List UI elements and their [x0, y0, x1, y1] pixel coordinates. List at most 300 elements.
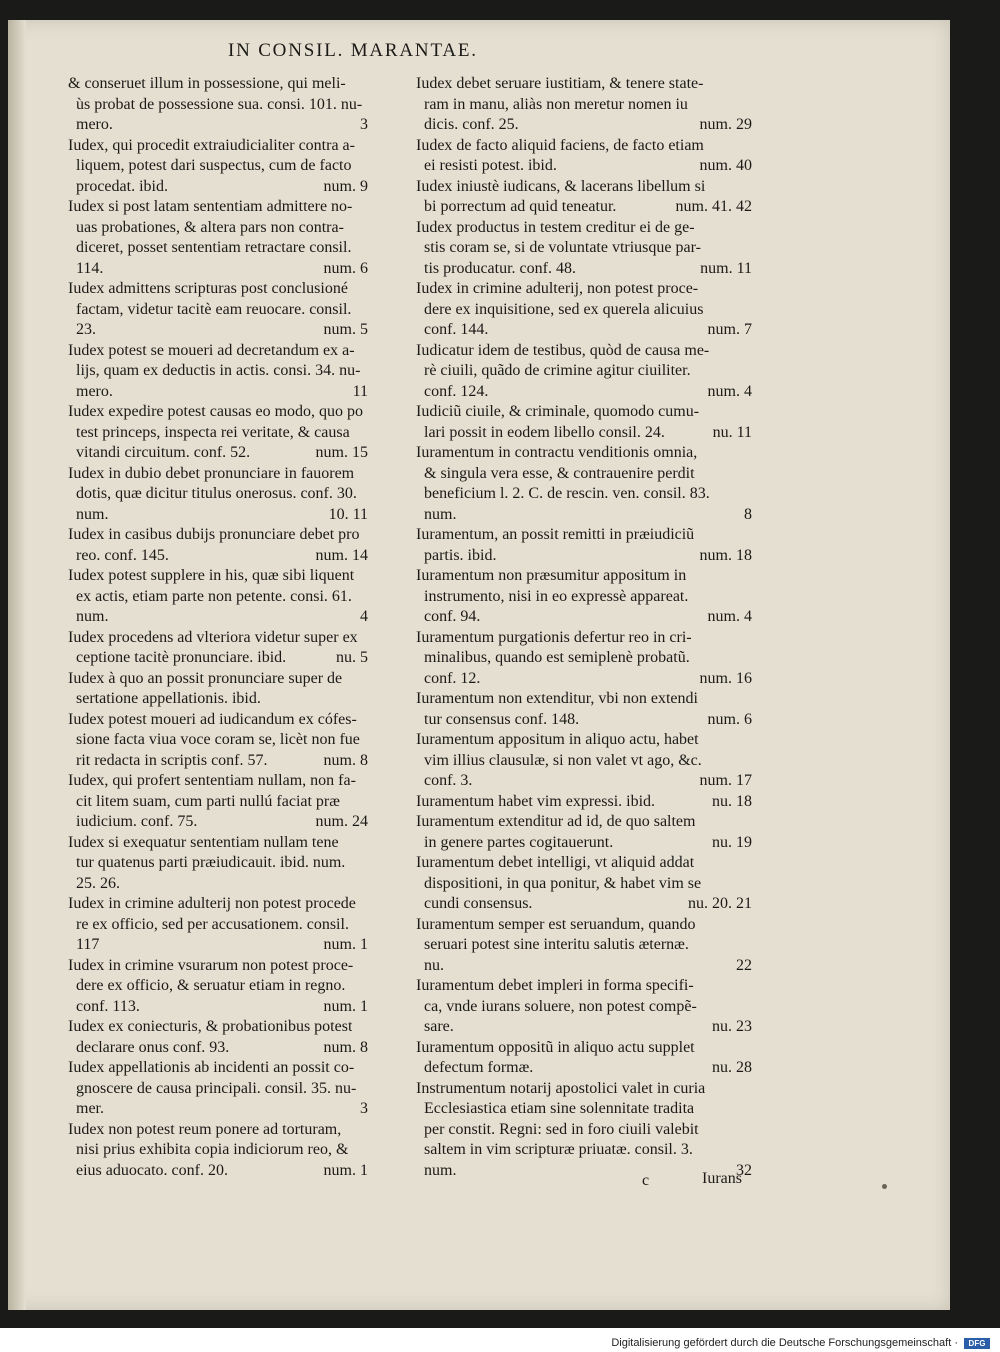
entry-text: procedat. ibid. [76, 177, 168, 195]
entry-reference [748, 915, 752, 936]
entry-text: Iudex si exequatur sententiam nullam tene [68, 833, 339, 851]
index-entry [68, 1017, 368, 1058]
entry-reference: num. 4 [707, 608, 752, 625]
index-entry [68, 710, 368, 772]
entry-text: conf. 113. [76, 997, 140, 1015]
entry-reference [748, 402, 752, 423]
entry-line [68, 402, 368, 423]
entry-reference [364, 402, 368, 423]
entry-reference [748, 361, 752, 382]
catchword: Iurans [702, 1170, 742, 1187]
entry-reference [748, 464, 752, 485]
entry-reference [364, 956, 368, 977]
entry-text: bi porrectum ad quid teneatur. [424, 198, 617, 215]
entry-line [416, 238, 752, 259]
entry-text: Iuramentum debet intelligi, vt aliquid addat [416, 854, 695, 871]
entry-text: conf. 12. [424, 669, 481, 687]
entry-text: Iudex admittens scripturas post conclusioné [68, 280, 348, 297]
entry-line [68, 1017, 368, 1038]
index-entry [416, 730, 752, 792]
entry-line [416, 648, 752, 669]
entry-line [68, 382, 368, 403]
entry-text: stis coram se, si de voluntate vtriusque par- [424, 239, 701, 256]
entry-line [416, 361, 752, 382]
index-entry [68, 566, 368, 628]
entry-line [416, 976, 752, 997]
entry-line [416, 669, 752, 690]
entry-reference: num. 9 [323, 177, 368, 195]
entry-line [68, 710, 368, 731]
index-entry [416, 1079, 752, 1182]
entry-reference: num. 41. 42 [675, 198, 752, 215]
entry-text: beneficium l. 2. C. de rescin. ven. consil. 83. [424, 485, 710, 502]
entry-text: ùs probat de possessione sua. consi. 101. nu- [76, 95, 363, 113]
index-entry [68, 669, 368, 710]
entry-text: minalibus, quando est semiplenè probatũ. [424, 649, 690, 666]
entry-text: Iudiciũ ciuile, & criminale, quomodo cumu- [416, 403, 700, 420]
entry-line [68, 238, 368, 259]
entry-line [68, 628, 368, 649]
entry-text: Iudex expedire potest causas eo modo, quo po [68, 403, 364, 420]
index-entry [416, 1038, 752, 1079]
entry-text: in genere partes cogitauerunt. [424, 833, 614, 851]
index-entry [416, 915, 752, 977]
entry-text: & singula vera esse, & contrauenire perdit [424, 464, 695, 482]
entry-text: liquem, potest dari suspectus, cum de facto [76, 157, 352, 174]
entry-text: nu. [424, 956, 444, 974]
entry-line [68, 607, 368, 628]
entry-text: Iuramentum oppositũ in aliquo actu supplet [416, 1038, 695, 1056]
entry-line [68, 279, 368, 300]
index-entry [416, 976, 752, 1038]
entry-text: sare. [424, 1018, 454, 1035]
entry-line [68, 361, 368, 382]
entry-line [68, 1079, 368, 1100]
entry-reference [748, 1099, 752, 1120]
entry-line [68, 423, 368, 444]
entry-reference [364, 218, 368, 239]
entry-text: test princeps, inspecta rei veritate, & causa [76, 423, 350, 441]
entry-reference [364, 361, 368, 382]
entry-line [68, 136, 368, 157]
entry-reference [364, 976, 368, 997]
entry-reference: num. 11 [700, 259, 752, 277]
entry-reference [748, 341, 752, 362]
index-entry [68, 402, 368, 464]
entry-line [68, 74, 368, 95]
entry-text: rè ciuili, quãdo de crimine agitur ciuiliter. [424, 362, 691, 379]
entry-line [68, 156, 368, 177]
entry-reference [364, 238, 368, 259]
entry-reference [748, 587, 752, 608]
page-gutter-shadow [8, 20, 26, 1310]
index-entry [68, 525, 368, 566]
entry-line [416, 505, 752, 526]
entry-reference [364, 1058, 368, 1079]
index-column-left [68, 74, 368, 1181]
entry-text: Iudex, qui procedit extraiudicialiter contra a- [68, 136, 355, 154]
entry-line [68, 484, 368, 505]
entry-text: gnoscere de causa principali. consil. 35. nu- [76, 1079, 357, 1097]
entry-line [416, 607, 752, 628]
entry-line [416, 751, 752, 772]
entry-text: Iudex appellationis ab incidenti an possit co- [68, 1059, 355, 1076]
entry-text: Iudex procedens ad vlteriora videtur super ex [68, 628, 358, 646]
entry-reference: num. 29 [699, 116, 752, 133]
entry-line [68, 1099, 368, 1120]
entry-reference: num. 4 [707, 382, 752, 400]
entry-reference [748, 1140, 752, 1161]
index-entry [416, 136, 752, 177]
entry-reference: nu. 11 [712, 423, 752, 441]
entry-line [416, 279, 752, 300]
entry-line [416, 464, 752, 485]
index-entry [416, 279, 752, 341]
entry-reference [364, 95, 368, 116]
entry-line [416, 1140, 752, 1161]
index-entry [416, 628, 752, 690]
entry-reference [748, 300, 752, 321]
entry-text: num. [424, 1161, 457, 1179]
entry-line [68, 177, 368, 198]
entry-reference [748, 976, 752, 997]
entry-line [416, 1017, 752, 1038]
entry-reference [748, 566, 752, 587]
index-entry [416, 402, 752, 443]
entry-text: 117 [76, 936, 100, 953]
entry-text: Iudex potest se moueri ad decretandum ex a- [68, 341, 355, 359]
entry-text: uas probationes, & altera pars non contra- [76, 218, 344, 236]
entry-line [416, 115, 752, 136]
entry-line [416, 935, 752, 956]
entry-line [68, 915, 368, 936]
entry-line [416, 95, 752, 116]
entry-reference: num. 24 [315, 813, 368, 830]
entry-line [68, 976, 368, 997]
entry-line [68, 956, 368, 977]
entry-reference: nu. 20. 21 [688, 895, 752, 912]
entry-reference [364, 484, 368, 505]
entry-text: conf. 94. [424, 608, 481, 625]
entry-text: vitandi circuitum. conf. 52. [76, 444, 251, 461]
entry-line [68, 997, 368, 1018]
entry-reference [364, 1120, 368, 1141]
entry-text: Iuramentum non extenditur, vbi non extendi [416, 690, 698, 707]
entry-text: Iudex in dubio debet pronunciare in fauorem [68, 464, 355, 482]
digitization-footer [0, 1336, 990, 1350]
entry-line [68, 505, 368, 526]
entry-reference [748, 1038, 752, 1059]
entry-text: tis producatur. conf. 48. [424, 259, 576, 277]
entry-text: declarare onus conf. 93. [76, 1038, 230, 1056]
entry-reference: num. 6 [323, 259, 368, 277]
entry-text: Iudex de facto aliquid faciens, de facto etiam [416, 136, 704, 154]
entry-line [416, 341, 752, 362]
index-entry [68, 197, 368, 279]
index-entry [416, 74, 752, 136]
entry-text: dere ex inquisitione, sed ex querela alicuius [424, 300, 704, 318]
entry-text: num. [76, 505, 109, 523]
index-column-right [416, 74, 752, 1181]
entry-line [68, 812, 368, 833]
entry-line [68, 894, 368, 915]
entry-line [416, 771, 752, 792]
entry-line [416, 382, 752, 403]
entry-text: conf. 124. [424, 382, 489, 400]
entry-reference [364, 197, 368, 218]
entry-line [416, 1038, 752, 1059]
entry-reference [364, 156, 368, 177]
entry-reference [748, 853, 752, 874]
entry-line [416, 628, 752, 649]
entry-text: reo. conf. 145. [76, 546, 169, 564]
entry-reference [364, 894, 368, 915]
index-entry [68, 628, 368, 669]
entry-text: ex actis, etiam parte non petente. consi. 61. [76, 587, 352, 605]
entry-line [416, 423, 752, 444]
index-entry [416, 812, 752, 853]
entry-reference: nu. 28 [712, 1059, 752, 1076]
entry-text: vim illius clausulæ, si non valet vt ago, &c. [424, 751, 702, 769]
index-entry [416, 525, 752, 566]
entry-reference: nu. 5 [336, 649, 368, 666]
entry-reference [364, 874, 368, 895]
entry-text: 25. 26. [76, 874, 120, 892]
entry-line [68, 259, 368, 280]
entry-line [416, 443, 752, 464]
entry-text: seruari potest sine interitu salutis æternæ. [424, 936, 689, 953]
entry-reference [364, 423, 368, 444]
entry-text: Iuramentum purgationis defertur reo in cri- [416, 628, 692, 646]
entry-text: Iuramentum semper est seruandum, quando [416, 915, 696, 933]
entry-text: conf. 3. [424, 772, 473, 789]
entry-text: dispositioni, in qua ponitur, & habet vim se [424, 874, 702, 892]
entry-text: Iuramentum, an possit remitti in præiudiciũ [416, 526, 695, 543]
entry-line [68, 689, 368, 710]
entry-text: 114. [76, 259, 104, 277]
entry-reference [364, 1079, 368, 1100]
index-entry [68, 279, 368, 341]
entry-line [416, 874, 752, 895]
index-entry [68, 1058, 368, 1120]
entry-line [68, 874, 368, 895]
index-entry [416, 792, 752, 813]
entry-line [68, 525, 368, 546]
entry-text: saltem in vim scripturæ priuatæ. consil. 3. [424, 1141, 693, 1158]
entry-line [68, 320, 368, 341]
index-entry [416, 566, 752, 628]
entry-reference: 4 [360, 608, 368, 625]
entry-reference [748, 238, 752, 259]
entry-reference [748, 443, 752, 464]
entry-line [416, 566, 752, 587]
entry-reference: num. 1 [323, 1161, 368, 1179]
entry-text: dicis. conf. 25. [424, 116, 519, 133]
entry-text: mero. [76, 116, 113, 133]
entry-reference: 10. 11 [328, 505, 368, 523]
entry-text: per constit. Regni: sed in foro ciuili valebit [424, 1120, 699, 1138]
entry-text: lijs, quam ex deductis in actis. consi. 34. nu- [76, 362, 361, 379]
entry-reference: 22 [736, 956, 752, 974]
index-entry [416, 218, 752, 280]
entry-line [68, 587, 368, 608]
entry-reference [364, 730, 368, 751]
index-entry [416, 853, 752, 915]
entry-reference: num. 1 [323, 997, 368, 1015]
entry-reference [364, 792, 368, 813]
entry-line [416, 833, 752, 854]
entry-line [416, 546, 752, 567]
entry-text: lari possit in eodem libello consil. 24. [424, 423, 665, 441]
entry-line [68, 1038, 368, 1059]
entry-line [68, 218, 368, 239]
entry-reference [748, 74, 752, 95]
entry-reference [748, 525, 752, 546]
entry-reference [364, 587, 368, 608]
entry-text: mero. [76, 382, 113, 400]
entry-line [416, 402, 752, 423]
entry-reference [364, 915, 368, 936]
entry-line [416, 853, 752, 874]
entry-text: Iudex à quo an possit pronunciare super de [68, 669, 343, 687]
entry-reference [364, 1017, 368, 1038]
entry-text: ceptione tacitè pronunciare. ibid. [76, 649, 287, 666]
entry-text: mer. [76, 1100, 104, 1117]
entry-line [68, 833, 368, 854]
entry-text: Iudex debet seruare iustitiam, & tenere state- [416, 75, 704, 92]
index-entry [68, 74, 368, 136]
entry-line [416, 689, 752, 710]
entry-reference: num. 8 [323, 1038, 368, 1056]
entry-reference: 11 [352, 382, 368, 400]
entry-line [416, 1120, 752, 1141]
dfg-logo: DFG [964, 1338, 990, 1349]
entry-text: Iudex potest supplere in his, quæ sibi liquent [68, 567, 355, 584]
entry-line [68, 546, 368, 567]
entry-line [68, 464, 368, 485]
entry-text: factam, videtur tacitè eam reuocare. consil. [76, 300, 352, 318]
entry-reference: num. 5 [323, 321, 368, 338]
index-entry [416, 443, 752, 525]
entry-line [416, 300, 752, 321]
index-entry [68, 956, 368, 1018]
entry-reference [364, 689, 368, 710]
footer-credit: Digitalisierung gefördert durch die Deutsche Forschungsgemeinschaft · [611, 1337, 958, 1349]
index-entry [68, 833, 368, 895]
entry-reference [364, 279, 368, 300]
entry-text: Iudex, qui profert sententiam nullam, non fa- [68, 772, 356, 789]
entry-text: cundi consensus. [424, 895, 533, 912]
entry-text: diceret, posset sententiam retractare consil. [76, 239, 352, 256]
entry-text: Iudex non potest reum ponere ad torturam, [68, 1120, 342, 1138]
entry-text: Iuramentum in contractu venditionis omnia, [416, 444, 698, 461]
entry-line [416, 1099, 752, 1120]
entry-reference: num. 15 [315, 444, 368, 461]
entry-line [68, 792, 368, 813]
entry-line [416, 525, 752, 546]
entry-reference [364, 74, 368, 95]
entry-text: ram in manu, aliàs non meretur nomen iu [424, 95, 688, 113]
entry-text: sertatione appellationis. ibid. [76, 690, 261, 707]
entry-text: Iuramentum debet impleri in forma specifi- [416, 977, 694, 994]
entry-reference: nu. 19 [712, 833, 752, 851]
entry-reference: num. 40 [699, 157, 752, 174]
entry-line [416, 320, 752, 341]
entry-text: Iuramentum habet vim expressi. ibid. [416, 792, 656, 810]
entry-reference [748, 730, 752, 751]
entry-reference [364, 771, 368, 792]
entry-line [416, 997, 752, 1018]
entry-text: conf. 144. [424, 321, 489, 338]
entry-line [416, 792, 752, 813]
entry-line [68, 853, 368, 874]
entry-reference: nu. 23 [712, 1018, 752, 1035]
entry-line [68, 935, 368, 956]
entry-line [416, 956, 752, 977]
entry-reference [748, 751, 752, 772]
running-head: IN CONSIL. MARANTAE. [228, 40, 478, 61]
entry-line [68, 95, 368, 116]
entry-line [68, 197, 368, 218]
entry-reference: num. 1 [323, 936, 368, 953]
entry-line [68, 730, 368, 751]
entry-reference [364, 341, 368, 362]
entry-text: Iudex productus in testem creditur ei de ge- [416, 218, 695, 236]
entry-line [416, 259, 752, 280]
entry-line [68, 771, 368, 792]
entry-line [416, 812, 752, 833]
entry-reference: 32 [736, 1161, 752, 1179]
entry-text: ei resisti potest. ibid. [424, 157, 557, 174]
entry-text: Iudex iniustè iudicans, & lacerans libellum si [416, 177, 706, 195]
entry-reference: 8 [744, 505, 752, 523]
entry-reference [748, 874, 752, 895]
entry-reference [364, 710, 368, 731]
entry-text: dere ex officio, & seruatur etiam in regno. [76, 977, 346, 994]
entry-text: cit litem suam, cum parti nullú faciat præ [76, 792, 340, 810]
entry-line [68, 566, 368, 587]
entry-reference [748, 1120, 752, 1141]
entry-text: & conseruet illum in possessione, qui meli- [68, 75, 346, 92]
entry-text: rit redacta in scriptis conf. 57. [76, 751, 268, 769]
entry-reference [364, 300, 368, 321]
index-entry [416, 177, 752, 218]
entry-reference [748, 1079, 752, 1100]
entry-line [416, 710, 752, 731]
entry-reference [364, 628, 368, 649]
entry-text: Iudex si post latam sententiam admittere no- [68, 198, 353, 215]
entry-reference [748, 484, 752, 505]
entry-text: partis. ibid. [424, 546, 497, 564]
entry-text: Iudex in crimine adulterij, non potest proce- [416, 280, 699, 297]
entry-reference [748, 648, 752, 669]
index-entry [416, 689, 752, 730]
index-entry [68, 136, 368, 198]
entry-reference [748, 136, 752, 157]
entry-text: eius aduocato. conf. 20. [76, 1161, 228, 1179]
entry-text: Iudex ex coniecturis, & probationibus potest [68, 1018, 353, 1035]
entry-line [416, 197, 752, 218]
entry-line [416, 587, 752, 608]
entry-reference [748, 95, 752, 116]
entry-reference [748, 279, 752, 300]
entry-line [68, 1161, 368, 1182]
entry-reference: nu. 18 [712, 792, 752, 810]
entry-text: dotis, quæ dicitur titulus onerosus. conf. 30. [76, 485, 357, 502]
entry-line [416, 730, 752, 751]
entry-text: num. [76, 608, 109, 625]
index-entry [68, 771, 368, 833]
